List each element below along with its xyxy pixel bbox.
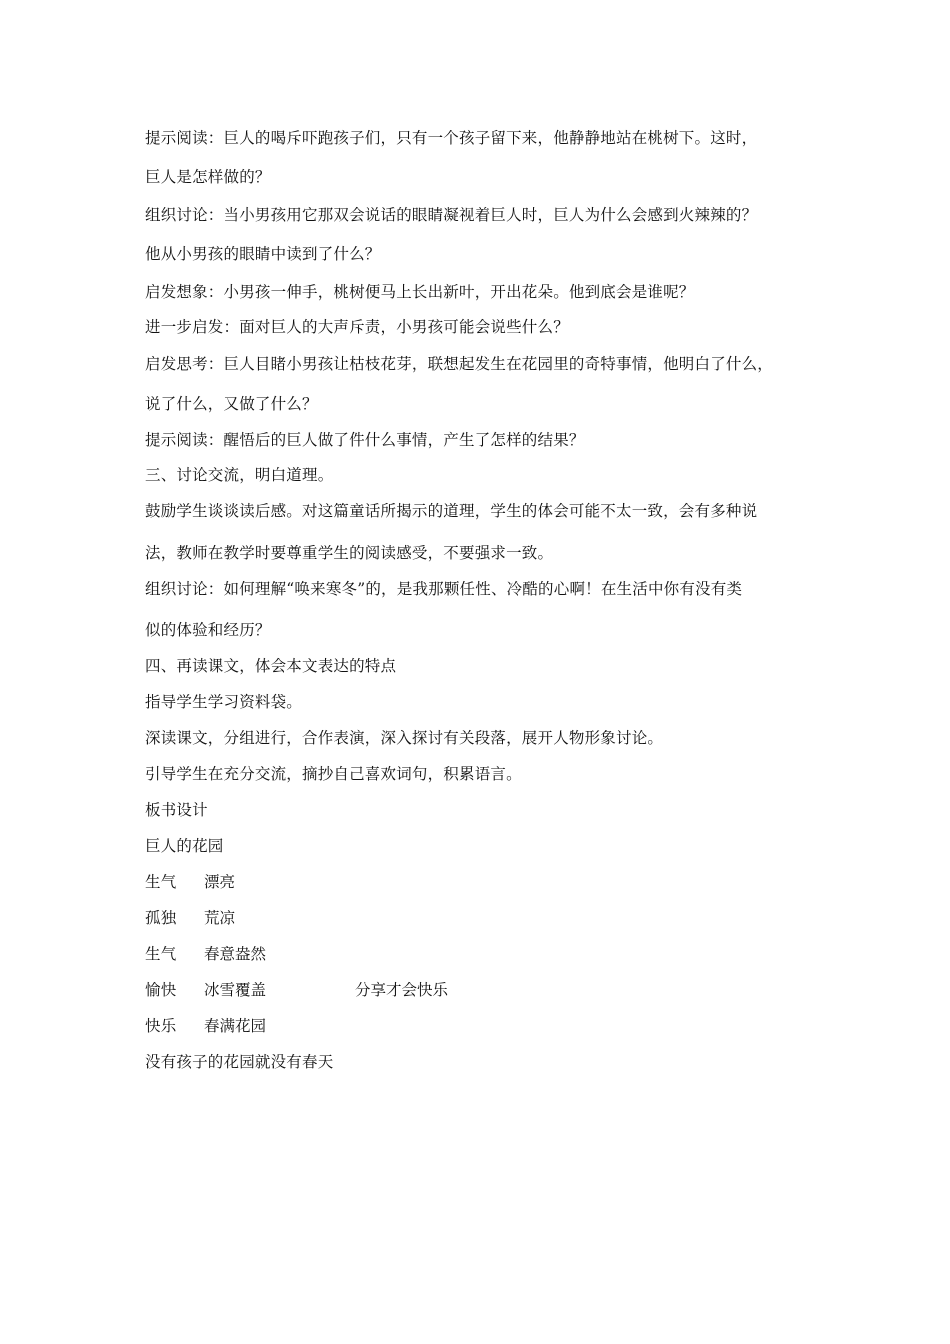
section-heading: 四、再读课文，体会本文表达的特点: [145, 657, 397, 675]
text-line: 深读课文，分组进行，合作表演，深入探讨有关段落，展开人物形象讨论。: [145, 729, 664, 747]
board-left-word: 愉快: [145, 981, 177, 999]
board-right-word: 荒凉: [204, 909, 236, 927]
text-line: 组织讨论：当小男孩用它那双会说话的眼睛凝视着巨人时，巨人为什么会感到火辣辣的？: [145, 206, 758, 224]
section-heading: 三、讨论交流，明白道理。: [145, 466, 334, 484]
text-line: 启发想象：小男孩一伸手，桃树便马上长出新叶，开出花朵。他到底会是谁呢？: [145, 283, 695, 301]
text-line: 提示阅读：醒悟后的巨人做了件什么事情，产生了怎样的结果？: [145, 431, 585, 449]
board-left-word: 快乐: [145, 1017, 177, 1035]
text-line: 组织讨论：如何理解“唤来寒冬”的，是我那颗任性、冷酷的心啊！在生活中你有没有类: [145, 580, 743, 598]
board-right-word: 春意盎然: [204, 945, 267, 963]
text-line: 引导学生在充分交流，摘抄自己喜欢词句，积累语言。: [145, 765, 522, 783]
board-footer: 没有孩子的花园就没有春天: [145, 1053, 334, 1071]
board-right-word: 冰雪覆盖: [204, 981, 267, 999]
board-left-word: 孤独: [145, 909, 177, 927]
text-line: 提示阅读：巨人的喝斥吓跑孩子们，只有一个孩子留下来，他静静地站在桃树下。这时，: [145, 129, 758, 147]
board-right-word: 春满花园: [204, 1017, 267, 1035]
text-line: 似的体验和经历？: [145, 621, 271, 639]
text-line: 启发思考：巨人目睹小男孩让枯枝花芽，联想起发生在花园里的奇特事情，他明白了什么，: [145, 355, 774, 373]
text-line: 说了什么，又做了什么？: [145, 395, 318, 413]
board-left-word: 生气: [145, 945, 177, 963]
text-line: 进一步启发：面对巨人的大声斥责，小男孩可能会说些什么？: [145, 318, 569, 336]
text-line: 他从小男孩的眼睛中读到了什么？: [145, 245, 381, 263]
board-left-word: 生气: [145, 873, 177, 891]
board-theme: 分享才会快乐: [355, 981, 449, 999]
board-title: 巨人的花园: [145, 837, 224, 855]
text-line: 指导学生学习资料袋。: [145, 693, 303, 711]
text-line: 巨人是怎样做的？: [145, 168, 271, 186]
text-line: 鼓励学生谈谈读后感。对这篇童话所揭示的道理，学生的体会可能不太一致，会有多种说: [145, 502, 758, 520]
text-line: 法，教师在教学时要尊重学生的阅读感受，不要强求一致。: [145, 544, 554, 562]
board-design-heading: 板书设计: [145, 801, 208, 819]
board-right-word: 漂亮: [204, 873, 236, 891]
